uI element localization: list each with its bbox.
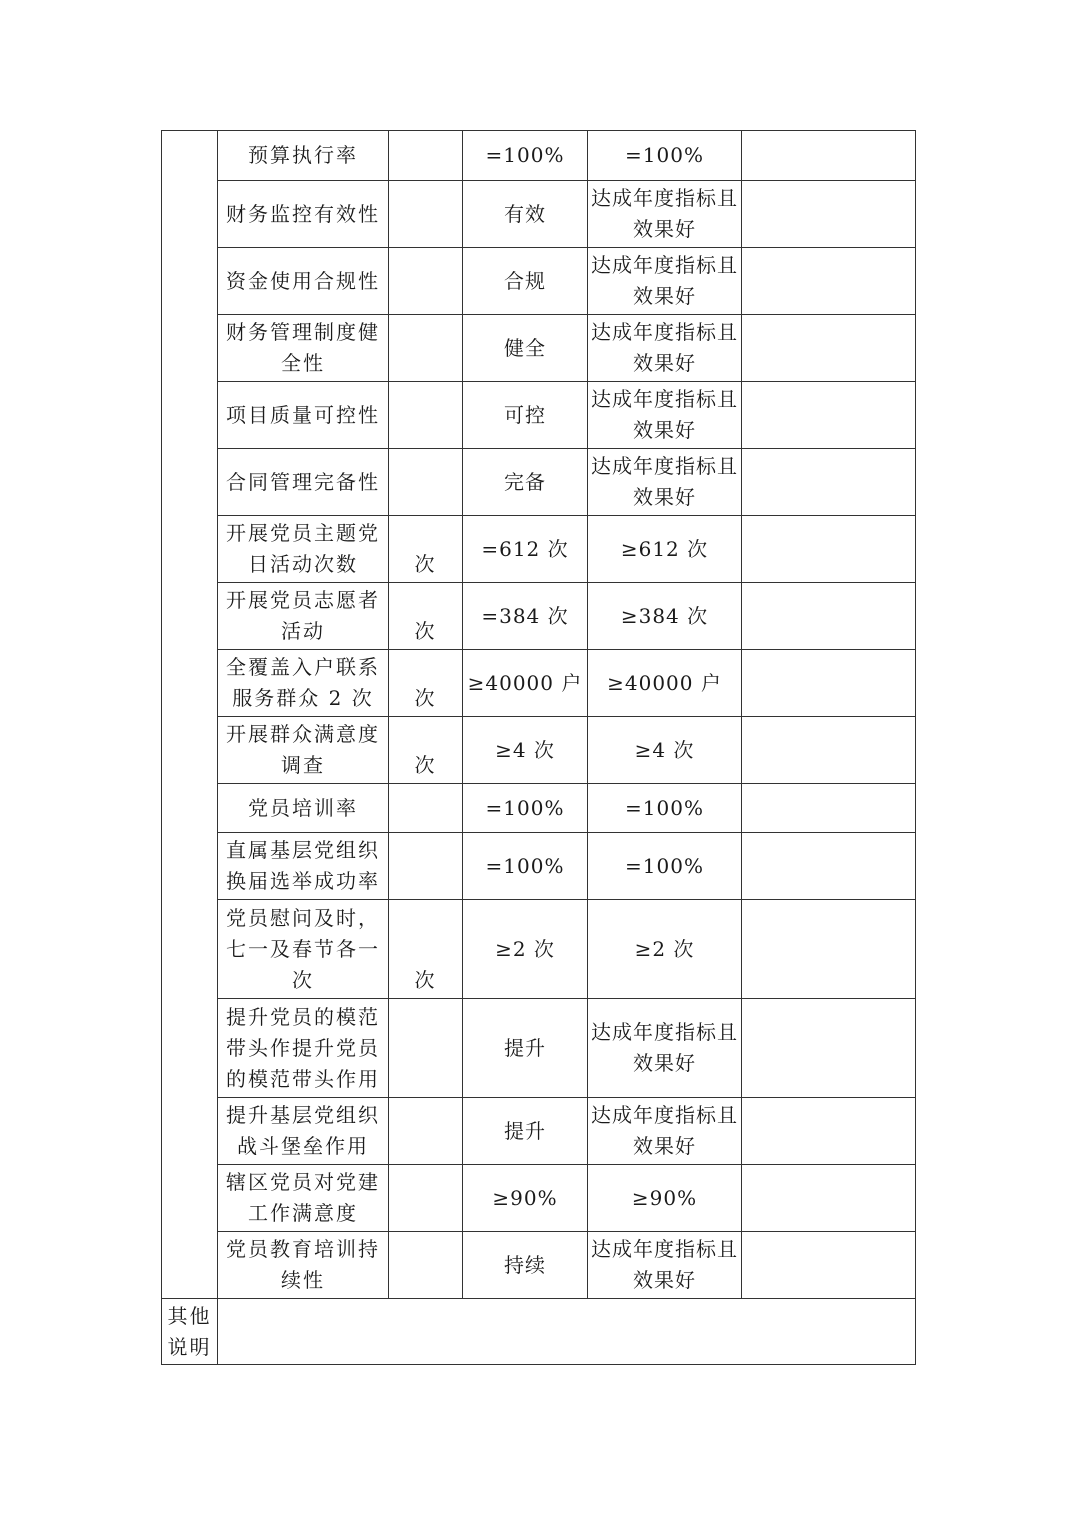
target-value-cell: =100% (463, 784, 588, 833)
target-value-cell: 可控 (463, 382, 588, 449)
indicator-name-cell: 项目质量可控性 (218, 382, 389, 449)
table-row (162, 131, 916, 181)
indicator-name-cell: 财务监控有效性 (218, 181, 389, 248)
table-row (162, 1165, 916, 1232)
target-value-cell: 持续 (463, 1232, 588, 1299)
unit-cell (389, 181, 463, 248)
table-row (162, 248, 916, 315)
target-value-cell: ≥2 次 (463, 900, 588, 999)
indicator-name-cell: 全覆盖入户联系服务群众 2 次 (218, 650, 389, 717)
table-row (162, 999, 916, 1098)
actual-value-cell: 达成年度指标且效果好 (588, 1098, 742, 1165)
unit-cell (389, 1165, 463, 1232)
table-row (162, 382, 916, 449)
target-value-cell: ≥40000 户 (463, 650, 588, 717)
unit-cell: 次 (389, 516, 463, 583)
target-value-cell: 合规 (463, 248, 588, 315)
note-cell (742, 1165, 916, 1232)
target-value-cell: =100% (463, 833, 588, 900)
unit-cell (389, 248, 463, 315)
note-cell (742, 1232, 916, 1299)
unit-cell (389, 131, 463, 181)
actual-value-cell: 达成年度指标且效果好 (588, 382, 742, 449)
actual-value-cell: 达成年度指标且效果好 (588, 181, 742, 248)
note-cell (742, 131, 916, 181)
target-value-cell: =612 次 (463, 516, 588, 583)
actual-value-cell: 达成年度指标且效果好 (588, 999, 742, 1098)
target-value-cell: 完备 (463, 449, 588, 516)
category-cell (162, 131, 218, 1299)
other-notes-label: 其他说明 (162, 1299, 218, 1365)
table-row (162, 833, 916, 900)
indicator-name-cell: 党员培训率 (218, 784, 389, 833)
note-cell (742, 382, 916, 449)
table-row (162, 717, 916, 784)
indicator-name-cell: 提升党员的模范带头作提升党员的模范带头作用 (218, 999, 389, 1098)
actual-value-cell: =100% (588, 131, 742, 181)
target-value-cell: 健全 (463, 315, 588, 382)
indicator-name-cell: 党员教育培训持续性 (218, 1232, 389, 1299)
actual-value-cell: ≥2 次 (588, 900, 742, 999)
unit-cell: 次 (389, 650, 463, 717)
actual-value-cell: 达成年度指标且效果好 (588, 248, 742, 315)
unit-cell (389, 999, 463, 1098)
unit-cell (389, 833, 463, 900)
performance-indicator-table (161, 130, 915, 1365)
actual-value-cell: ≥4 次 (588, 717, 742, 784)
actual-value-cell: 达成年度指标且效果好 (588, 315, 742, 382)
indicator-name-cell: 财务管理制度健全性 (218, 315, 389, 382)
actual-value-cell: 达成年度指标且效果好 (588, 1232, 742, 1299)
indicator-name-cell: 党员慰问及时，七一及春节各一次 (218, 900, 389, 999)
table-row (162, 1098, 916, 1165)
actual-value-cell: ≥40000 户 (588, 650, 742, 717)
unit-cell: 次 (389, 900, 463, 999)
note-cell (742, 999, 916, 1098)
indicator-name-cell: 开展党员志愿者活动 (218, 583, 389, 650)
note-cell (742, 516, 916, 583)
unit-cell: 次 (389, 583, 463, 650)
note-cell (742, 650, 916, 717)
actual-value-cell: ≥90% (588, 1165, 742, 1232)
note-cell (742, 449, 916, 516)
other-notes-row (162, 1299, 916, 1365)
unit-cell (389, 449, 463, 516)
actual-value-cell: 达成年度指标且效果好 (588, 449, 742, 516)
table-row (162, 181, 916, 248)
actual-value-cell: ≥384 次 (588, 583, 742, 650)
indicator-name-cell: 提升基层党组织战斗堡垒作用 (218, 1098, 389, 1165)
target-value-cell: ≥90% (463, 1165, 588, 1232)
indicator-name-cell: 合同管理完备性 (218, 449, 389, 516)
note-cell (742, 583, 916, 650)
target-value-cell: =100% (463, 131, 588, 181)
table-row (162, 900, 916, 999)
target-value-cell: 提升 (463, 999, 588, 1098)
target-value-cell: ≥4 次 (463, 717, 588, 784)
table-row (162, 650, 916, 717)
note-cell (742, 833, 916, 900)
note-cell (742, 181, 916, 248)
target-value-cell: =384 次 (463, 583, 588, 650)
indicator-name-cell: 开展党员主题党日活动次数 (218, 516, 389, 583)
unit-cell (389, 784, 463, 833)
actual-value-cell: =100% (588, 784, 742, 833)
unit-cell (389, 382, 463, 449)
unit-cell (389, 1098, 463, 1165)
note-cell (742, 1098, 916, 1165)
note-cell (742, 784, 916, 833)
indicator-name-cell: 开展群众满意度调查 (218, 717, 389, 784)
table-row (162, 516, 916, 583)
note-cell (742, 900, 916, 999)
indicator-name-cell: 资金使用合规性 (218, 248, 389, 315)
actual-value-cell: ≥612 次 (588, 516, 742, 583)
note-cell (742, 248, 916, 315)
target-value-cell: 有效 (463, 181, 588, 248)
indicator-name-cell: 直属基层党组织换届选举成功率 (218, 833, 389, 900)
target-value-cell: 提升 (463, 1098, 588, 1165)
table-row (162, 583, 916, 650)
actual-value-cell: =100% (588, 833, 742, 900)
indicator-name-cell: 预算执行率 (218, 131, 389, 181)
table-row (162, 1232, 916, 1299)
indicator-name-cell: 辖区党员对党建工作满意度 (218, 1165, 389, 1232)
table-row (162, 449, 916, 516)
unit-cell: 次 (389, 717, 463, 784)
table-row (162, 784, 916, 833)
other-notes-content (218, 1299, 916, 1365)
note-cell (742, 717, 916, 784)
note-cell (742, 315, 916, 382)
unit-cell (389, 315, 463, 382)
unit-cell (389, 1232, 463, 1299)
table-row (162, 315, 916, 382)
